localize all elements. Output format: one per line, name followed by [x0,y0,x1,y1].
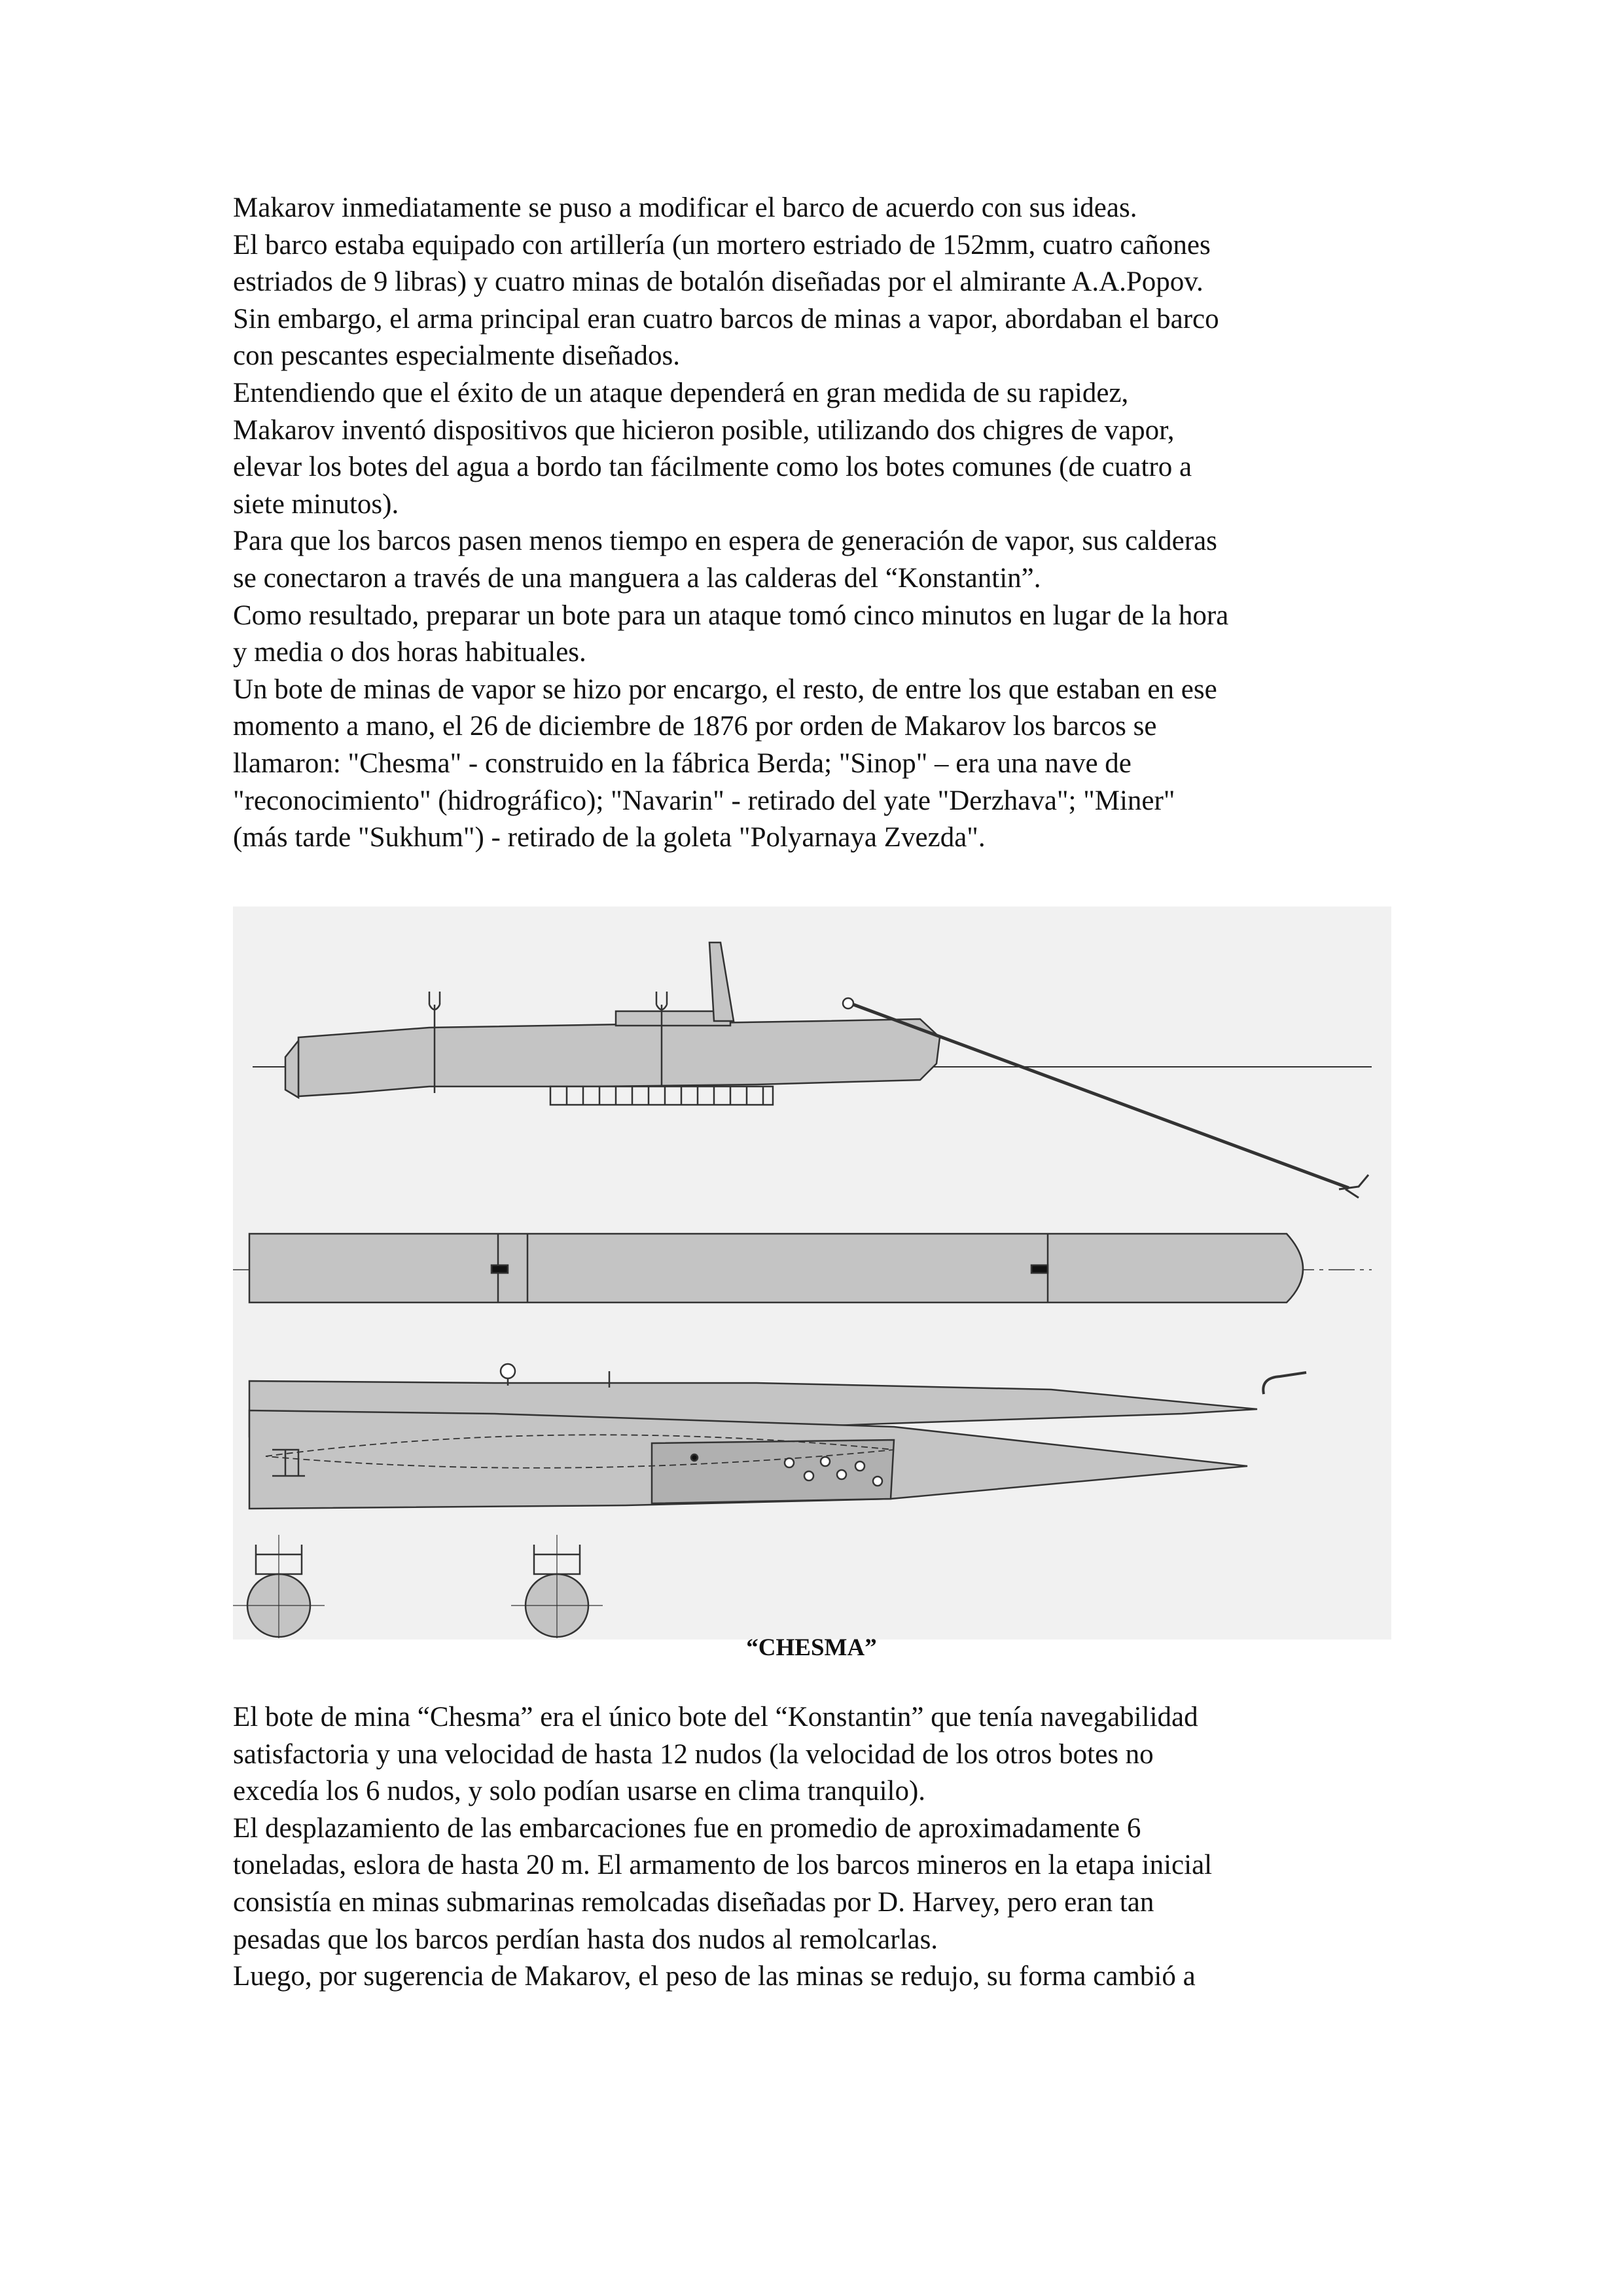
text-line: Luego, por sugerencia de Makarov, el peso de las minas se redujo, su forma cambió a [233,1961,1196,1992]
deck-plan [249,1234,1303,1302]
text-line: Como resultado, preparar un bote para un ataque tomó cinco minutos en lugar de la hora [233,600,1229,631]
torpedo-bay [652,1440,894,1503]
chesma-boat-drawing [233,906,1391,1640]
text-line: pesadas que los barcos perdían hasta dos nudos al remolcarlas. [233,1924,938,1955]
text-line: El barco estaba equipado con artillería (un mortero estriado de 152mm, cuatro cañones [233,229,1211,260]
text-line: El bote de mina “Chesma” era el único bote del “Konstantin” que tenía navegabilidad [233,1702,1198,1732]
porthole [873,1477,882,1486]
text-line: siete minutos). [233,488,399,520]
deck-fitting [491,1265,508,1273]
deck-fitting [1031,1265,1048,1273]
porthole [785,1458,794,1467]
text-line: excedía los 6 nudos, y solo podían usarse en clima tranquilo). [233,1776,926,1807]
text-line: "reconocimiento" (hidrográfico); "Navarin" - retirado del yate "Derzhava"; "Miner" [233,785,1175,816]
text-line: Makarov inventó dispositivos que hicieron posible, utilizando dos chigres de vapor, [233,414,1175,446]
rail-ring [501,1364,515,1378]
text-line: con pescantes especialmente diseñados. [233,340,680,372]
figure-caption: “CHESMA” [746,1634,877,1661]
pole-pivot [843,998,853,1009]
text-line: estriados de 9 libras) y cuatro minas de botalón diseñadas por el almirante A.A.Popov. [233,266,1204,298]
text-line: consistía en minas submarinas remolcadas diseñadas por D. Harvey, pero eran tan [233,1886,1154,1918]
text-line: toneladas, eslora de hasta 20 m. El armamento de los barcos mineros en la etapa inicial [233,1850,1213,1881]
text-line: Para que los barcos pasen menos tiempo en espera de generación de vapor, sus calderas [233,526,1217,557]
marker-dot [691,1454,698,1461]
text-line: (más tarde "Sukhum") - retirado de la goleta "Polyarnaya Zvezda". [233,822,986,853]
text-line: Entendiendo que el éxito de un ataque dependerá en gran medida de su rapidez, [233,377,1129,408]
porthole [837,1470,846,1479]
text-line: Un bote de minas de vapor se hizo por encargo, el resto, de entre los que estaban en ese [233,673,1217,705]
text-line: se conectaron a través de una manguera a las calderas del “Konstantin”. [233,562,1041,594]
text-line: Sin embargo, el arma principal eran cuatro barcos de minas a vapor, abordaban el barco [233,303,1219,334]
text-line: satisfactoria y una velocidad de hasta 12 nudos (la velocidad de los otros botes no [233,1738,1154,1770]
porthole [804,1471,813,1480]
text-line: Makarov inmediatamente se puso a modificar el barco de acuerdo con sus ideas. [233,192,1137,223]
text-line: momento a mano, el 26 de diciembre de 1876 por orden de Makarov los barcos se [233,711,1157,742]
top-paragraph [233,190,1411,857]
porthole [855,1462,865,1471]
text-line: elevar los botes del agua a bordo tan fácilmente como los botes comunes (de cuatro a [233,452,1192,483]
text-line: llamaron: "Chesma" - construido en la fábrica Berda; "Sinop" – era una nave de [233,747,1132,779]
text-line: El desplazamiento de las embarcaciones fue en promedio de aproximadamente 6 [233,1812,1141,1844]
bottom-paragraph [233,1699,1411,1996]
porthole [821,1457,830,1466]
plan-view [233,1234,1372,1302]
text-line: y media o dos horas habituales. [233,637,586,668]
